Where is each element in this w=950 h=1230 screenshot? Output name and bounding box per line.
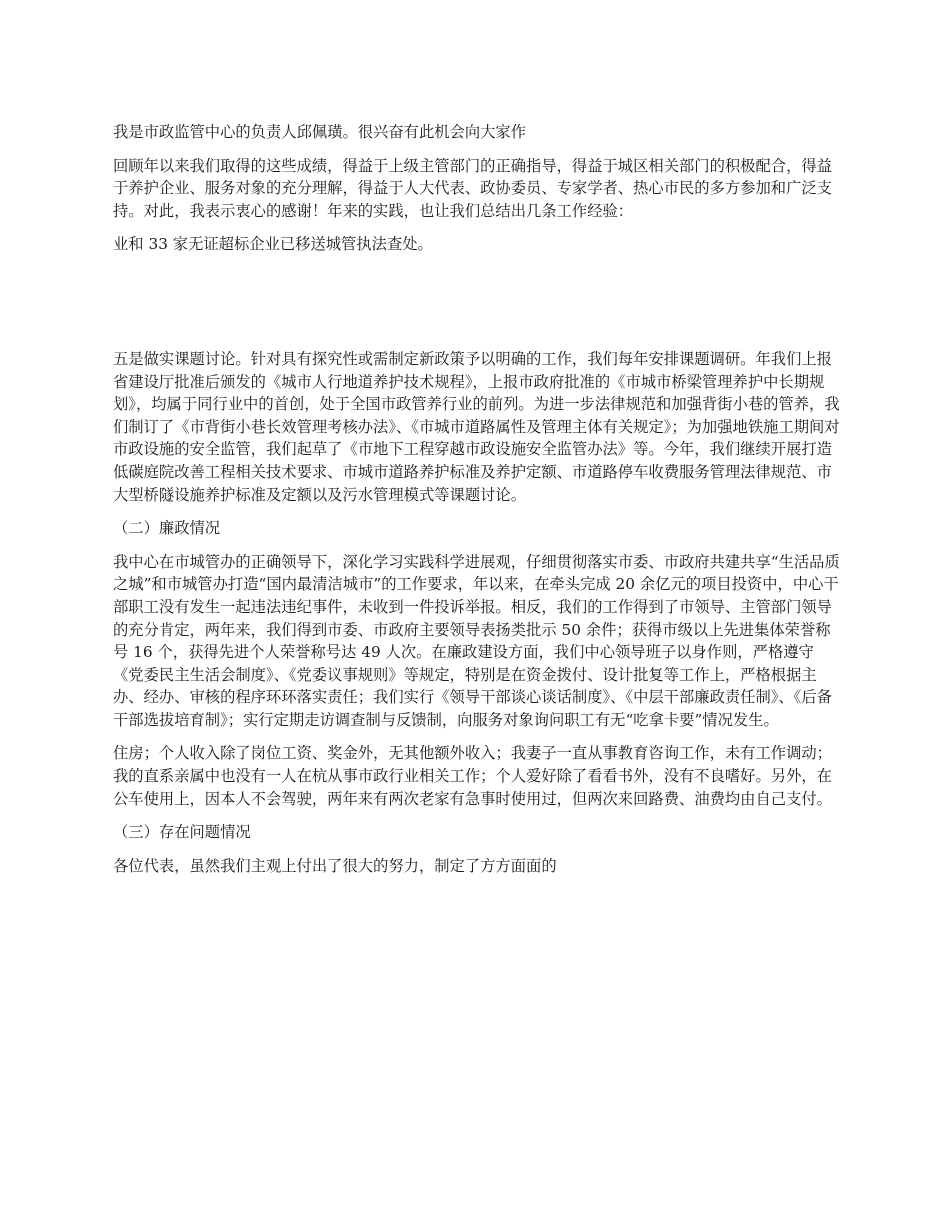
paragraph-integrity: 我中心在市城管办的正确领导下，深化学习实践科学进展观，仔细贯彻落实市委、市政府共建共享“生活品质之城”和市城管办打造“国内最清洁城市”的工作要求，年以来，在牵头完成 20 余亿元的项目投资中，中心干部职工没有发生一起违法违纪事件，未收到一件投诉举报。相反，我们的工作得到了市领导、主管部门领导的充分肯定，两年来，我们得到市委、市政府主要领导表扬类批示 50 余件；获得市级以上先进集体荣誉称号 16 个，获得先进个人荣誉称号达 49 人次。在廉政建设方面，我们中心领导班子以身作则，严格遵守《党委民主生活会制度》、《党委议事规则》等规定，特别是在资金拨付、设计批复等工作上，严格根据主办、经办、审核的程序环环落实责任；我们实行《领导干部谈心谈话制度》、《中层干部廉政责任制》、《后备干部选拔培育制》；实行定期走访调查制与反馈制，向服务对象询问职工有无“吃拿卡要”情况发生。 [113,552,840,729]
paragraph-problems: 各位代表，虽然我们主观上付出了很大的努力，制定了方方面面的 [113,856,557,875]
paragraph-research: 五是做实课题讨论。针对具有探究性或需制定新政策予以明确的工作，我们每年安排课题调研。年我们上报省建设厅批准后颁发的《城市人行地道养护技术规程》，上报市政府批准的《市城市桥梁管理养护中长期规划》，均属于同行业中的首创，处于全国市政管养行业的前列。为进一步法律规范和加强背街小巷的管养，我们制订了《市背街小巷长效管理考核办法》、《市城市道路属性及管理主体有关规定》；为加强地铁施工期间对市政设施的安全监管，我们起草了《市地下工程穿越市政设施安全监管办法》等。今年，我们继续开展打造低碳庭院改善工程相关技术要求、市城市道路养护标准及养护定额、市道路停车收费服务管理法律规范、市大型桥隧设施养护标准及定额以及污水管理模式等课题讨论。 [113,349,840,504]
paragraph-intro: 我是市政监管中心的负责人邱佩璜。很兴奋有此机会向大家作 [113,123,527,141]
paragraph-enforcement: 业和 33 家无证超标企业已移送城管执法查处。 [113,235,433,254]
document-page [113,121,843,877]
section-heading-problems: （三）存在问题情况 [113,823,251,842]
paragraph-review: 回顾年以来我们取得的这些成绩，得益于上级主管部门的正确指导，得益于城区相关部门的积极配合，得益于养护企业、服务对象的充分理解，得益于人大代表、政协委员、专家学者、热心市民的多方参加和广泛支持。对此，我表示衷心的感谢！年来的实践，也让我们总结出几条工作经验： [113,156,832,220]
paragraph-personal: 住房；个人收入除了岗位工资、奖金外，无其他额外收入；我妻子一直从事教育咨询工作，未有工作调动；我的直系亲属中也没有一人在杭从事市政行业相关工作；个人爱好除了看看书外，没有不良嗜好。另外，在公车使用上，因本人不会驾驶，两年来有两次老家有急事时使用过，但两次来回路费、油费均由自己支付。 [113,744,832,808]
section-heading-integrity: （二）廉政情况 [113,519,221,538]
